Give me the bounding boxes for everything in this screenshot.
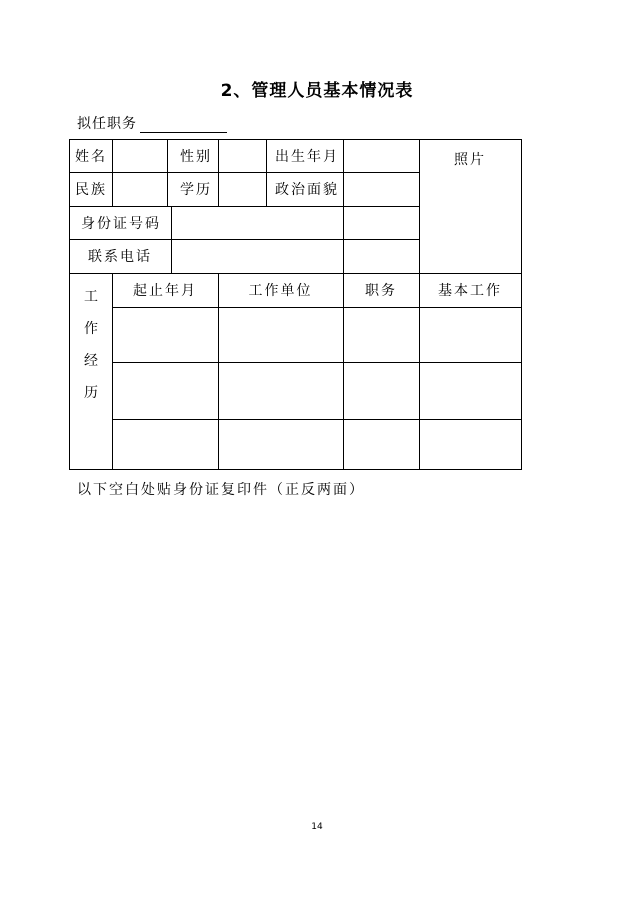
- intended-position-label: 拟任职务: [77, 116, 137, 132]
- header-employer: 工作单位: [248, 283, 313, 299]
- phone-field[interactable]: [171, 239, 343, 273]
- birth-label: 出生年月: [275, 148, 339, 165]
- birth-field[interactable]: [343, 139, 419, 172]
- id-number-label: 身份证号码: [81, 215, 161, 232]
- political-field[interactable]: [343, 172, 419, 206]
- phone-label: 联系电话: [88, 249, 152, 265]
- intended-position-blank[interactable]: [140, 116, 227, 133]
- ethnicity-field[interactable]: [112, 172, 167, 206]
- name-field[interactable]: [112, 139, 167, 172]
- education-field[interactable]: [218, 172, 266, 206]
- id-number-field[interactable]: [171, 206, 343, 239]
- work-row-1[interactable]: [112, 307, 521, 362]
- id-copy-note: 以下空白处贴身份证复印件（正反两面）: [77, 482, 365, 498]
- work-row-2[interactable]: [112, 362, 521, 419]
- page-title: 2、管理人员基本情况表: [220, 81, 414, 101]
- photo-box[interactable]: 照片: [454, 152, 486, 168]
- header-period: 起止年月: [133, 283, 197, 299]
- header-position: 职务: [365, 283, 397, 299]
- name-label: 姓名: [75, 148, 107, 165]
- political-label: 政治面貌: [275, 182, 339, 198]
- header-duties: 基本工作: [438, 283, 502, 299]
- work-history-label: 工 作 经 历: [84, 289, 98, 401]
- education-label: 学历: [180, 182, 212, 198]
- gender-field[interactable]: [218, 139, 266, 172]
- phone-extra[interactable]: [343, 239, 419, 273]
- page-number: 14: [311, 822, 323, 832]
- work-row-3[interactable]: [112, 419, 521, 469]
- ethnicity-label: 民族: [75, 182, 107, 198]
- intended-position-row: [77, 113, 227, 133]
- id-number-extra[interactable]: [343, 206, 419, 239]
- gender-label: 性别: [180, 148, 212, 165]
